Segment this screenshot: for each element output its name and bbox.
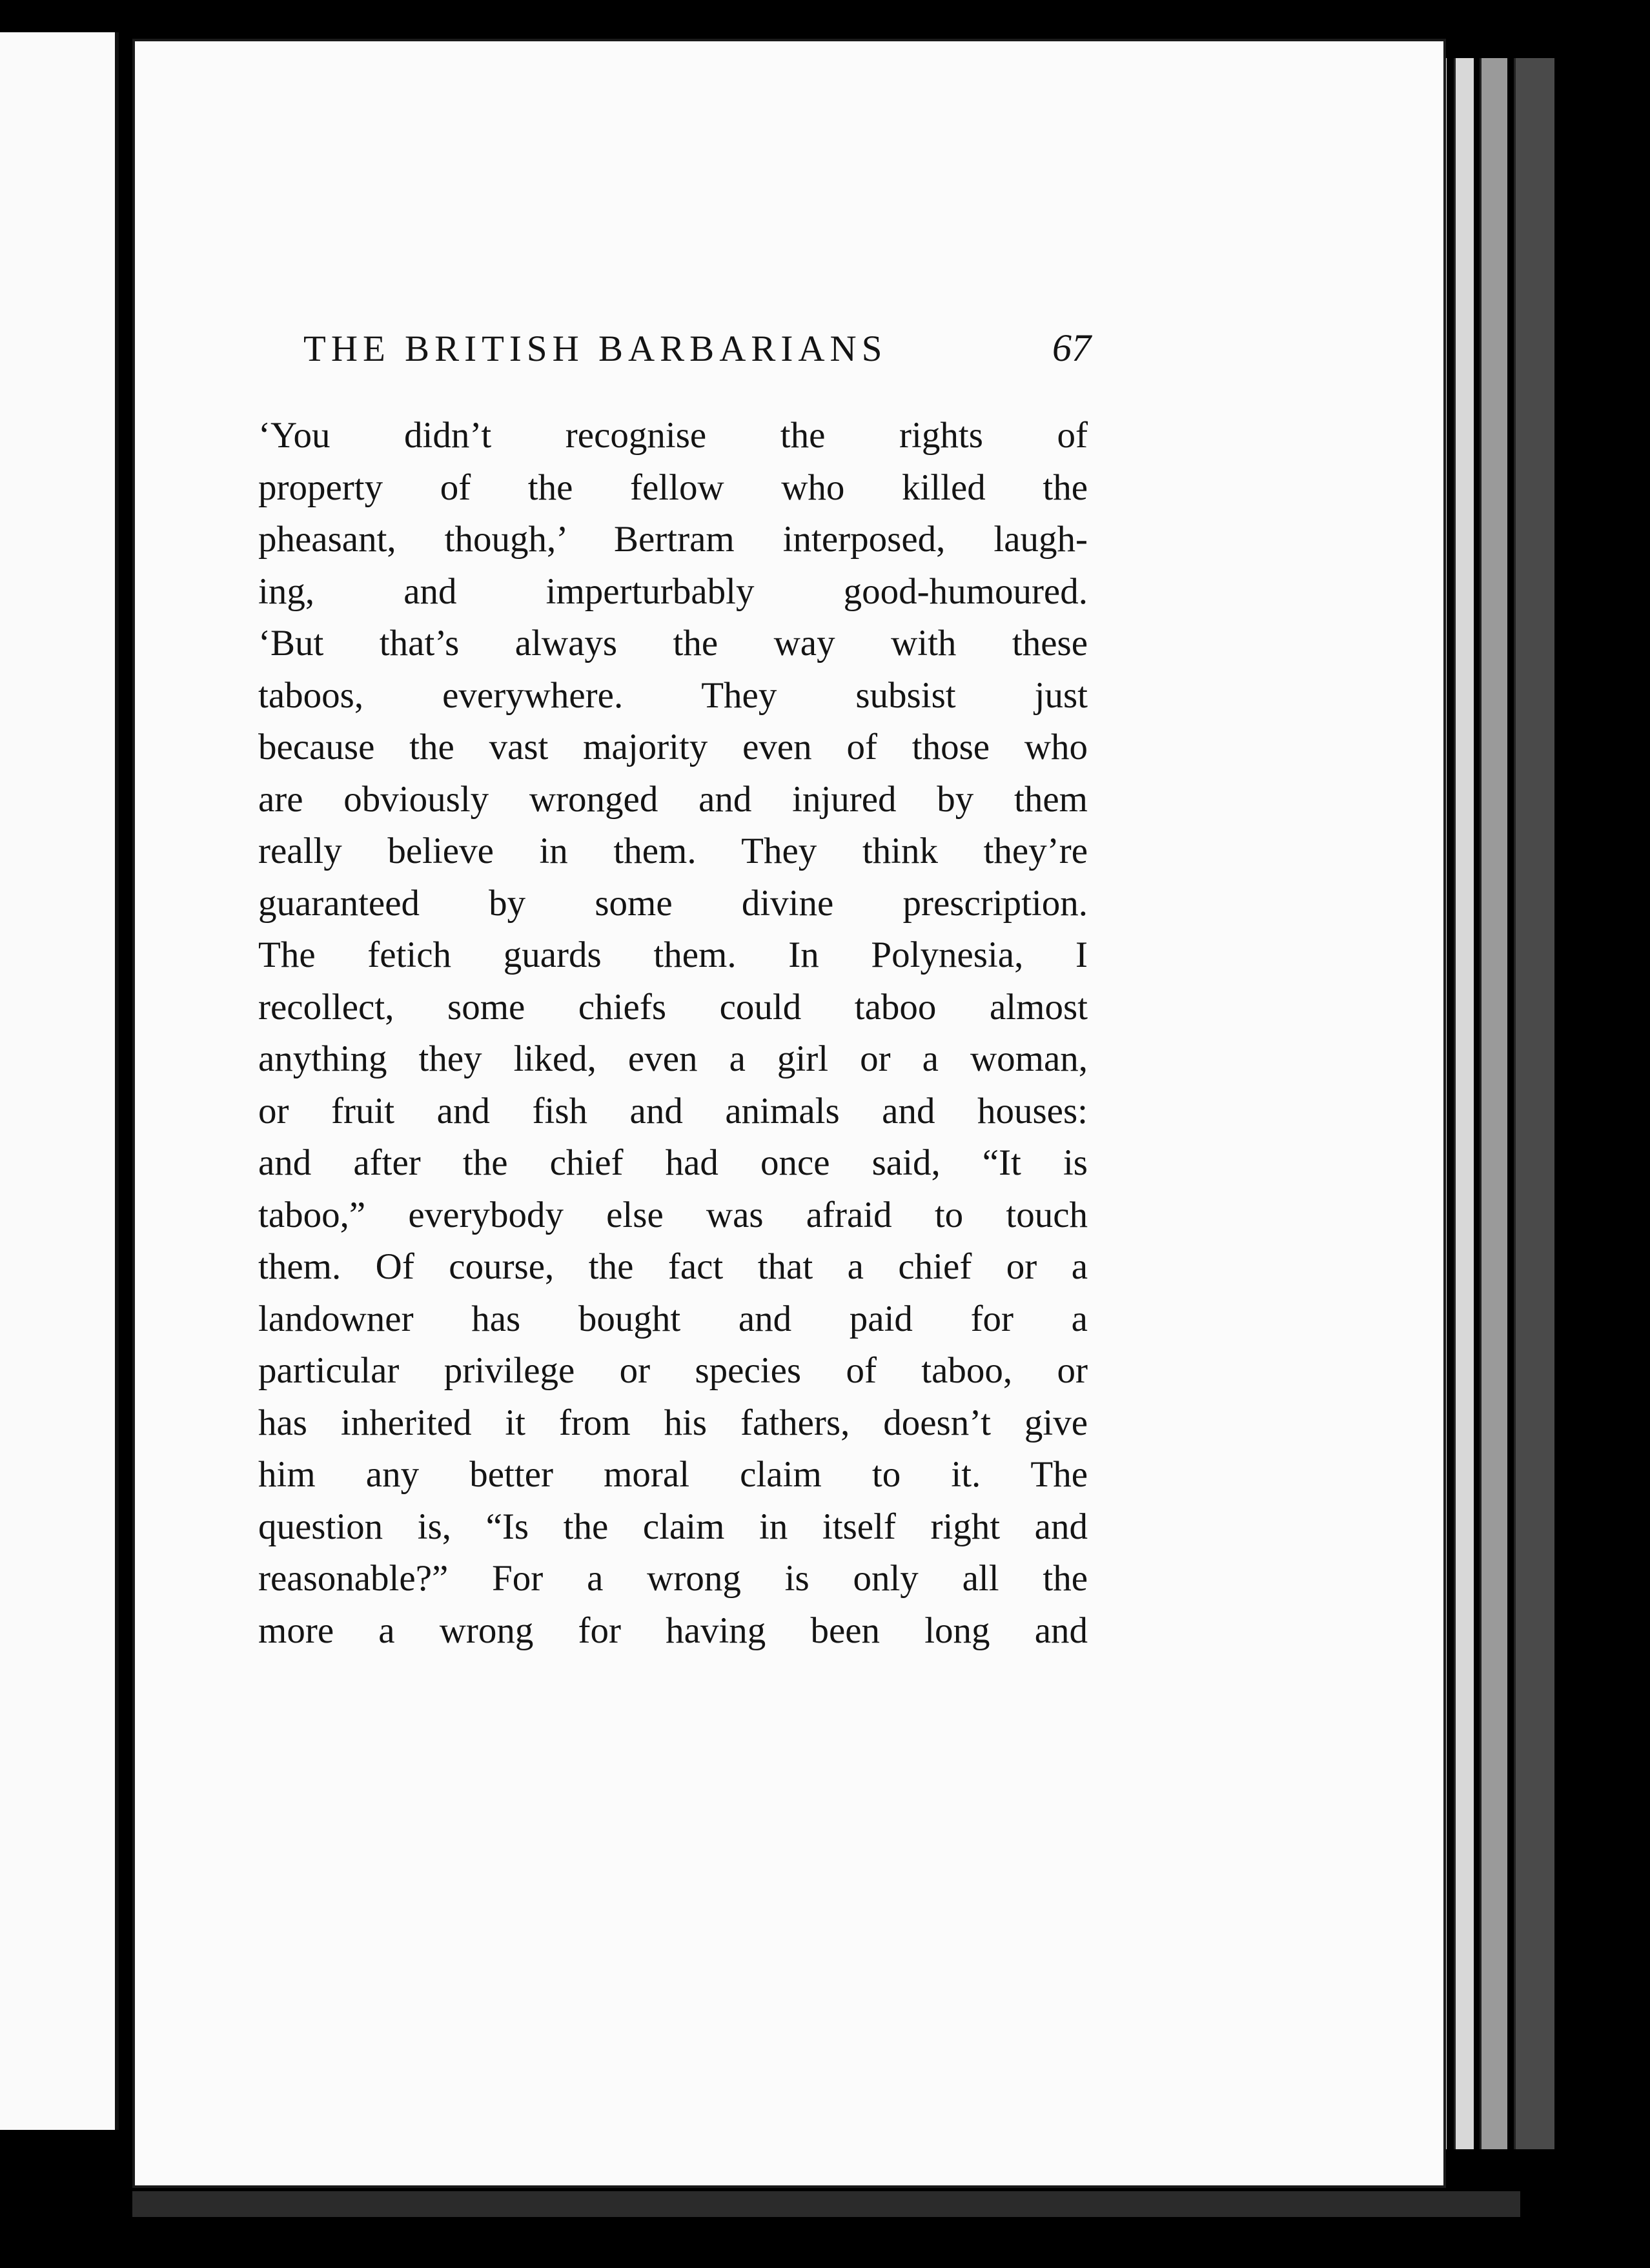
text-line: more a wrong for having been long and <box>258 1610 1088 1651</box>
text-line: pheasant, though,’ Bertram interposed, laugh- <box>258 519 1088 560</box>
text-line: recollect, some chiefs could taboo almost <box>258 986 1088 1028</box>
page-stack-edge <box>1480 58 1507 2149</box>
text-line: ‘You didn’t recognise the rights of <box>258 415 1088 456</box>
text-line: anything they liked, even a girl or a woman, <box>258 1038 1088 1079</box>
text-line: really believe in them. They think they’re <box>258 831 1088 871</box>
text-line: guaranteed by some divine prescription. <box>258 882 1088 924</box>
text-line: reasonable?” For a wrong is only all the <box>258 1558 1088 1599</box>
text-line: property of the fellow who killed the <box>258 467 1088 508</box>
text-line: and after the chief had once said, “It is <box>258 1142 1088 1183</box>
text-line: taboo,” everybody else was afraid to touch <box>258 1194 1088 1235</box>
text-line: because the vast majority even of those who <box>258 727 1088 767</box>
text-line: has inherited it from his fathers, doesn’t give <box>258 1402 1088 1443</box>
text-line: are obviously wronged and injured by them <box>258 778 1088 820</box>
facing-page-edge <box>0 32 119 2130</box>
page-header <box>303 326 1091 370</box>
text-line: ‘But that’s always the way with these <box>258 623 1088 663</box>
body-text <box>258 410 1088 1657</box>
page-bottom-shadow <box>132 2191 1520 2217</box>
text-line: taboos, everywhere. They subsist just <box>258 674 1088 716</box>
text-line: question is, “Is the claim in itself right and <box>258 1506 1088 1547</box>
text-line: ing, and imperturbably good-humoured. <box>258 571 1088 612</box>
running-head: THE BRITISH BARBARIANS <box>303 329 888 369</box>
book-cover-edge <box>1514 58 1554 2149</box>
text-line: or fruit and fish and animals and houses: <box>258 1090 1088 1131</box>
page-stack-edge <box>1454 58 1474 2149</box>
text-line: landowner has bought and paid for a <box>258 1298 1088 1339</box>
text-line: particular privilege or species of taboo, or <box>258 1350 1088 1391</box>
text-line: him any better moral claim to it. The <box>258 1454 1088 1495</box>
text-line: The fetich guards them. In Polynesia, I <box>258 935 1088 975</box>
text-line: them. Of course, the fact that a chief or a <box>258 1246 1088 1287</box>
page-number: 67 <box>1052 327 1091 369</box>
